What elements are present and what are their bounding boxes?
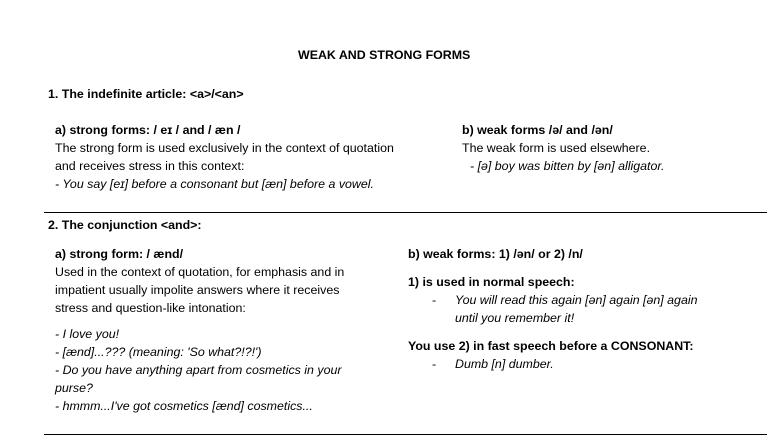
list-bullet: -: [432, 357, 437, 371]
section2-strong-line3: stress and question-like intonation:: [55, 301, 246, 315]
section2-weak-heading: b) weak forms: 1) /ən/ or 2) /n/: [408, 247, 583, 261]
section2-strong-line2: impatient usually impolite answers where it receives: [55, 283, 340, 297]
bottom-divider: [44, 434, 767, 435]
section2-strong-example-4: purse?: [55, 381, 93, 395]
section2-strong-example-1: - I love you!: [55, 327, 120, 341]
list-bullet: -: [432, 293, 437, 307]
section2-strong-line1: Used in the context of quotation, for emphasis and in: [55, 265, 345, 279]
section-divider: [44, 212, 767, 213]
section2-weak-use2: You use 2) in fast speech before a CONSONANT:: [408, 339, 694, 353]
section2-weak-use1-example-line2: until you remember it!: [455, 311, 575, 325]
section1-heading: 1. The indefinite article: <a>/<an>: [48, 87, 244, 101]
section1-strong-line1: The strong form is used exclusively in the context of quotation: [55, 141, 394, 155]
section1-weak-heading: b) weak forms /ə/ and /ən/: [462, 123, 613, 137]
section1-strong-example: - You say [eɪ] before a consonant but [æn] before a vowel.: [55, 177, 374, 191]
section2-strong-heading: a) strong form: / ænd/: [55, 247, 184, 261]
page-title: WEAK AND STRONG FORMS: [298, 48, 471, 62]
section2-heading: 2. The conjunction <and>:: [48, 218, 202, 232]
section1-strong-line2: and receives stress in this context:: [55, 159, 245, 173]
section1-weak-example: - [ə] boy was bitten by [ən] alligator.: [470, 159, 665, 173]
section1-weak-line1: The weak form is used elsewhere.: [462, 141, 651, 155]
section1-strong-heading: a) strong forms: / eɪ / and / æn /: [55, 123, 241, 137]
section2-strong-example-2: - [ænd]...??? (meaning: 'So what?!?!'): [55, 345, 262, 359]
section2-weak-use1-example-line1: You will read this again [ən] again [ən] again: [455, 293, 698, 307]
section2-weak-use2-example: Dumb [n] dumber.: [455, 357, 554, 371]
section2-strong-example-3: - Do you have anything apart from cosmetics in your: [55, 363, 342, 377]
section2-weak-use1: 1) is used in normal speech:: [408, 275, 575, 289]
section2-strong-example-5: - hmmm...I've got cosmetics [ænd] cosmetics...: [55, 399, 313, 413]
